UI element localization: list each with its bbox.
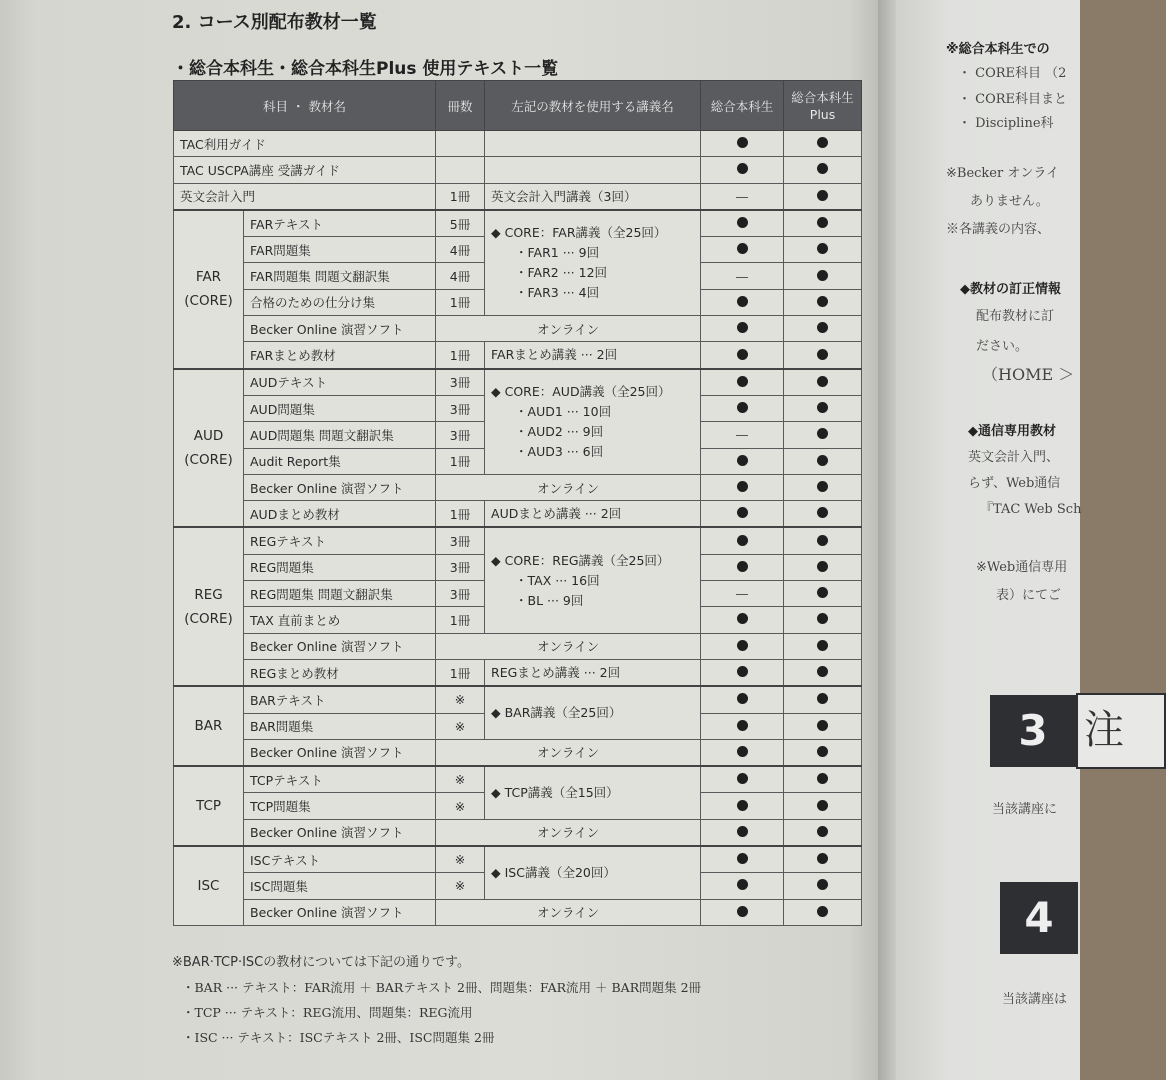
course-title: AUDまとめ講義 ··· 2回 [491, 505, 622, 521]
course-title: REGまとめ講義 ··· 2回 [491, 664, 621, 680]
included-dot-icon [817, 826, 828, 837]
table-row [174, 369, 862, 396]
right-text: 当該講座は [1002, 992, 1068, 1007]
item-name: FARテキスト [244, 210, 436, 237]
course-cell [485, 342, 701, 369]
table-row [174, 739, 862, 766]
included-dot-icon [737, 826, 748, 837]
honka-mark [701, 793, 784, 819]
subject-group-label [174, 846, 244, 925]
honka-mark [701, 263, 784, 289]
plus-mark [784, 422, 862, 448]
header-item: 科目 ・ 教材名 [174, 81, 436, 131]
online-label: オンライン [436, 819, 701, 846]
subject-name: BAR [194, 718, 223, 735]
course-session-line: ・AUD2 ··· 9回 [515, 423, 604, 439]
online-label: オンライン [436, 633, 701, 659]
plus-mark [784, 183, 862, 210]
section-title-3: 注 [1076, 693, 1166, 769]
plus-mark [784, 448, 862, 474]
honka-mark [701, 633, 784, 659]
honka-mark [701, 899, 784, 925]
plus-mark [784, 766, 862, 793]
included-dot-icon [737, 640, 748, 651]
item-name: FARまとめ教材 [244, 342, 436, 369]
included-dot-icon [737, 613, 748, 624]
item-name: TCP問題集 [244, 793, 436, 819]
subject-group-label [174, 686, 244, 766]
plus-mark [784, 263, 862, 289]
item-count: 1冊 [436, 289, 485, 315]
item-name: AUDまとめ教材 [244, 501, 436, 528]
item-count: 3冊 [436, 581, 485, 607]
item-count: 3冊 [436, 369, 485, 396]
course-title: ◆ TCP講義（全15回） [491, 784, 619, 800]
item-count: ※ [436, 873, 485, 899]
plus-mark [784, 342, 862, 369]
included-dot-icon [817, 322, 828, 333]
header-plus-line1: 総合本科生 [791, 89, 854, 105]
included-dot-icon [817, 879, 828, 890]
right-text: ・ Discipline科 [958, 116, 1054, 131]
included-dot-icon [817, 853, 828, 864]
included-dot-icon [737, 349, 748, 360]
included-dot-icon [737, 879, 748, 890]
course-session-line: ・TAX ··· 16回 [515, 572, 600, 588]
item-count: 1冊 [436, 659, 485, 686]
honka-mark [701, 846, 784, 873]
item-name: Becker Online 演習ソフト [244, 474, 436, 500]
plus-mark [784, 633, 862, 659]
honka-mark [701, 395, 784, 421]
plus-mark [784, 554, 862, 580]
right-text: ※各講義の内容、 [946, 222, 1051, 237]
right-text: ※Becker オンライ [946, 166, 1059, 181]
subject-name: FAR [195, 269, 222, 286]
item-count: 4冊 [436, 237, 485, 263]
course-cell [485, 686, 701, 739]
course-session-line: ・AUD1 ··· 10回 [515, 403, 612, 419]
included-dot-icon [817, 190, 828, 201]
course-name [485, 131, 701, 157]
table-body [174, 131, 862, 926]
item-name: BARテキスト [244, 686, 436, 713]
included-dot-icon [737, 507, 748, 518]
included-dot-icon [817, 720, 828, 731]
not-included-dash-icon [736, 594, 748, 595]
item-name: REGテキスト [244, 527, 436, 554]
course-title: ◆ CORE：REG講義（全25回） [491, 552, 670, 568]
included-dot-icon [737, 376, 748, 387]
online-label: オンライン [436, 474, 701, 500]
table-row [174, 342, 862, 369]
item-count: ※ [436, 766, 485, 793]
plus-mark [784, 793, 862, 819]
item-count: 1冊 [436, 448, 485, 474]
included-dot-icon [737, 455, 748, 466]
footnote-line: ・TCP ··· テキスト：REG流用、問題集：REG流用 [182, 1005, 473, 1020]
course-title: ◆ CORE：FAR講義（全25回） [491, 224, 667, 240]
plus-mark [784, 581, 862, 607]
course-title: ◆ BAR講義（全25回） [491, 705, 622, 721]
item-name: AUD問題集 [244, 395, 436, 421]
included-dot-icon [817, 773, 828, 784]
plus-mark [784, 686, 862, 713]
table-row [174, 501, 862, 528]
course-title: FARまとめ講義 ··· 2回 [491, 347, 618, 363]
course-cell [485, 501, 701, 528]
item-count: 3冊 [436, 395, 485, 421]
right-page [896, 0, 1124, 1080]
included-dot-icon [817, 349, 828, 360]
plus-mark [784, 210, 862, 237]
course-cell [485, 369, 701, 475]
included-dot-icon [817, 587, 828, 598]
included-dot-icon [737, 693, 748, 704]
subject-category: (CORE) [184, 452, 233, 469]
honka-mark [701, 739, 784, 766]
item-count: ※ [436, 713, 485, 739]
right-text: ※総合本科生での [946, 42, 1050, 57]
plus-mark [784, 527, 862, 554]
included-dot-icon [817, 217, 828, 228]
plus-mark [784, 131, 862, 157]
item-name: Becker Online 演習ソフト [244, 819, 436, 846]
included-dot-icon [817, 693, 828, 704]
included-dot-icon [817, 243, 828, 254]
not-included-dash-icon [736, 435, 748, 436]
online-label: オンライン [436, 739, 701, 766]
course-cell [485, 766, 701, 819]
subject-group-label [174, 527, 244, 686]
materials-table [173, 80, 862, 926]
included-dot-icon [817, 402, 828, 413]
course-cell [485, 527, 701, 633]
plus-mark [784, 713, 862, 739]
table-header [174, 81, 862, 131]
footnote-line: ・BAR ··· テキスト：FAR流用 ＋ BARテキスト 2冊、問題集：FAR流用 ＋ BAR問題集 2冊 [182, 980, 702, 995]
table-row [174, 474, 862, 500]
honka-mark [701, 237, 784, 263]
item-name: AUDテキスト [244, 369, 436, 396]
included-dot-icon [817, 428, 828, 439]
section-title: 2. コース別配布教材一覧 [172, 12, 377, 33]
table-row [174, 819, 862, 846]
honka-mark [701, 157, 784, 183]
item-count: 1冊 [436, 607, 485, 633]
table-row [174, 210, 862, 237]
honka-mark [701, 289, 784, 315]
section-number-3: 3 [990, 695, 1076, 767]
item-name: 英文会計入門 [174, 183, 436, 210]
course-session-line: ・AUD3 ··· 6回 [515, 443, 604, 459]
item-name: REGまとめ教材 [244, 659, 436, 686]
included-dot-icon [817, 455, 828, 466]
not-included-dash-icon [736, 197, 748, 198]
subject-group-label [174, 210, 244, 369]
item-name: TAX 直前まとめ [244, 607, 436, 633]
item-count: 3冊 [436, 554, 485, 580]
right-text: 配布教材に訂 [976, 309, 1055, 324]
included-dot-icon [817, 800, 828, 811]
item-name: REG問題集 問題文翻訳集 [244, 581, 436, 607]
online-label: オンライン [436, 899, 701, 925]
table-row [174, 846, 862, 873]
included-dot-icon [737, 773, 748, 784]
header-plus [784, 81, 862, 131]
honka-mark [701, 581, 784, 607]
included-dot-icon [817, 746, 828, 757]
plus-mark [784, 873, 862, 899]
header-course: 左記の教材を使用する講義名 [485, 81, 701, 131]
honka-mark [701, 474, 784, 500]
item-count: ※ [436, 846, 485, 873]
table-row [174, 899, 862, 925]
included-dot-icon [737, 296, 748, 307]
course-name: 英文会計入門講義（3回） [485, 183, 701, 210]
included-dot-icon [737, 906, 748, 917]
included-dot-icon [817, 507, 828, 518]
included-dot-icon [817, 376, 828, 387]
header-plus-line2: Plus [809, 106, 836, 122]
header-honka: 総合本科生 [701, 81, 784, 131]
subject-name: TCP [195, 798, 222, 815]
honka-mark [701, 183, 784, 210]
plus-mark [784, 846, 862, 873]
item-count [436, 131, 485, 157]
item-count: 4冊 [436, 263, 485, 289]
subject-name: ISC [197, 877, 220, 894]
right-text: らず、Web通信 [968, 476, 1061, 491]
item-name: TCPテキスト [244, 766, 436, 793]
table-row [174, 527, 862, 554]
honka-mark [701, 819, 784, 846]
footnotes [172, 950, 701, 1050]
honka-mark [701, 659, 784, 686]
plus-mark [784, 819, 862, 846]
course-cell [485, 846, 701, 899]
table-row [174, 131, 862, 157]
honka-mark [701, 501, 784, 528]
plus-mark [784, 395, 862, 421]
item-name: Becker Online 演習ソフト [244, 316, 436, 342]
footnote-head: ※BAR·TCP·ISCの教材については下記の通りです。 [172, 955, 470, 970]
included-dot-icon [817, 137, 828, 148]
included-dot-icon [737, 746, 748, 757]
honka-mark [701, 766, 784, 793]
course-name [485, 157, 701, 183]
plus-mark [784, 157, 862, 183]
item-name: FAR問題集 [244, 237, 436, 263]
plus-mark [784, 739, 862, 766]
item-count: 5冊 [436, 210, 485, 237]
right-text: 英文会計入門、 [968, 450, 1060, 465]
right-text: ・ CORE科目まと [958, 92, 1068, 107]
item-count: 3冊 [436, 422, 485, 448]
right-text: ※Web通信専用 [976, 560, 1068, 575]
included-dot-icon [737, 481, 748, 492]
right-text: ◆通信専用教材 [968, 424, 1056, 439]
plus-mark [784, 316, 862, 342]
item-name: TAC USCPA講座 受講ガイド [174, 157, 436, 183]
subject-group-label [174, 766, 244, 846]
header-count: 冊数 [436, 81, 485, 131]
right-text: ◆教材の訂正情報 [960, 282, 1061, 297]
included-dot-icon [737, 561, 748, 572]
included-dot-icon [737, 666, 748, 677]
item-name: BAR問題集 [244, 713, 436, 739]
included-dot-icon [737, 402, 748, 413]
subject-name: AUD [193, 428, 224, 445]
table-row [174, 766, 862, 793]
course-title: ◆ CORE：AUD講義（全25回） [491, 383, 671, 399]
included-dot-icon [737, 720, 748, 731]
item-name: AUD問題集 問題文翻訳集 [244, 422, 436, 448]
item-name: REG問題集 [244, 554, 436, 580]
subject-category: (CORE) [184, 610, 233, 627]
honka-mark [701, 369, 784, 396]
right-text: 『TAC Web Sch [980, 502, 1082, 517]
item-count: 1冊 [436, 183, 485, 210]
footnote-line: ・ISC ··· テキスト：ISCテキスト 2冊、ISC問題集 2冊 [182, 1030, 495, 1045]
included-dot-icon [737, 322, 748, 333]
included-dot-icon [817, 535, 828, 546]
honka-mark [701, 131, 784, 157]
course-cell [485, 210, 701, 316]
honka-mark [701, 422, 784, 448]
plus-mark [784, 237, 862, 263]
course-session-line: ・FAR3 ··· 4回 [515, 284, 600, 300]
table-row [174, 659, 862, 686]
item-count: 1冊 [436, 342, 485, 369]
subject-category: (CORE) [184, 293, 233, 310]
included-dot-icon [737, 137, 748, 148]
table-row [174, 316, 862, 342]
section-number-4: 4 [1000, 882, 1078, 954]
table-row [174, 686, 862, 713]
item-name: Becker Online 演習ソフト [244, 633, 436, 659]
right-text: ありません。 [970, 194, 1049, 209]
item-count: ※ [436, 793, 485, 819]
included-dot-icon [737, 243, 748, 254]
right-text: ださい。 [976, 339, 1029, 354]
included-dot-icon [737, 800, 748, 811]
item-count: 3冊 [436, 527, 485, 554]
plus-mark [784, 607, 862, 633]
included-dot-icon [737, 853, 748, 864]
not-included-dash-icon [736, 277, 748, 278]
right-text: （HOME ＞ [982, 365, 1075, 384]
item-name: 合格のための仕分け集 [244, 289, 436, 315]
honka-mark [701, 448, 784, 474]
item-name: ISCテキスト [244, 846, 436, 873]
honka-mark [701, 686, 784, 713]
included-dot-icon [817, 906, 828, 917]
item-count [436, 157, 485, 183]
plus-mark [784, 289, 862, 315]
item-name: Becker Online 演習ソフト [244, 739, 436, 766]
right-text: 当該講座に [992, 802, 1058, 817]
item-name: ISC問題集 [244, 873, 436, 899]
table-row [174, 633, 862, 659]
included-dot-icon [817, 296, 828, 307]
honka-mark [701, 607, 784, 633]
plus-mark [784, 501, 862, 528]
course-session-line: ・BL ··· 9回 [515, 592, 584, 608]
included-dot-icon [817, 270, 828, 281]
online-label: オンライン [436, 316, 701, 342]
item-count: ※ [436, 686, 485, 713]
honka-mark [701, 210, 784, 237]
honka-mark [701, 342, 784, 369]
item-name: FAR問題集 問題文翻訳集 [244, 263, 436, 289]
table-title: ・総合本科生・総合本科生Plus 使用テキスト一覧 [172, 59, 559, 79]
table-row [174, 157, 862, 183]
plus-mark [784, 369, 862, 396]
included-dot-icon [737, 163, 748, 174]
course-cell [485, 659, 701, 686]
item-name: TAC利用ガイド [174, 131, 436, 157]
item-name: Becker Online 演習ソフト [244, 899, 436, 925]
included-dot-icon [817, 613, 828, 624]
subject-name: REG [194, 586, 223, 603]
included-dot-icon [817, 481, 828, 492]
honka-mark [701, 713, 784, 739]
honka-mark [701, 554, 784, 580]
included-dot-icon [817, 666, 828, 677]
subject-group-label [174, 369, 244, 528]
plus-mark [784, 474, 862, 500]
included-dot-icon [817, 163, 828, 174]
right-text: ・ CORE科目 （2 [958, 66, 1067, 81]
course-title: ◆ ISC講義（全20回） [491, 864, 616, 880]
course-session-line: ・FAR1 ··· 9回 [515, 244, 600, 260]
right-text: 表）にてご [996, 588, 1062, 603]
item-name: Audit Report集 [244, 448, 436, 474]
plus-mark [784, 659, 862, 686]
item-count: 1冊 [436, 501, 485, 528]
course-session-line: ・FAR2 ··· 12回 [515, 264, 608, 280]
table-row [174, 183, 862, 210]
honka-mark [701, 527, 784, 554]
included-dot-icon [737, 217, 748, 228]
plus-mark [784, 899, 862, 925]
included-dot-icon [817, 640, 828, 651]
honka-mark [701, 316, 784, 342]
included-dot-icon [817, 561, 828, 572]
honka-mark [701, 873, 784, 899]
included-dot-icon [737, 535, 748, 546]
